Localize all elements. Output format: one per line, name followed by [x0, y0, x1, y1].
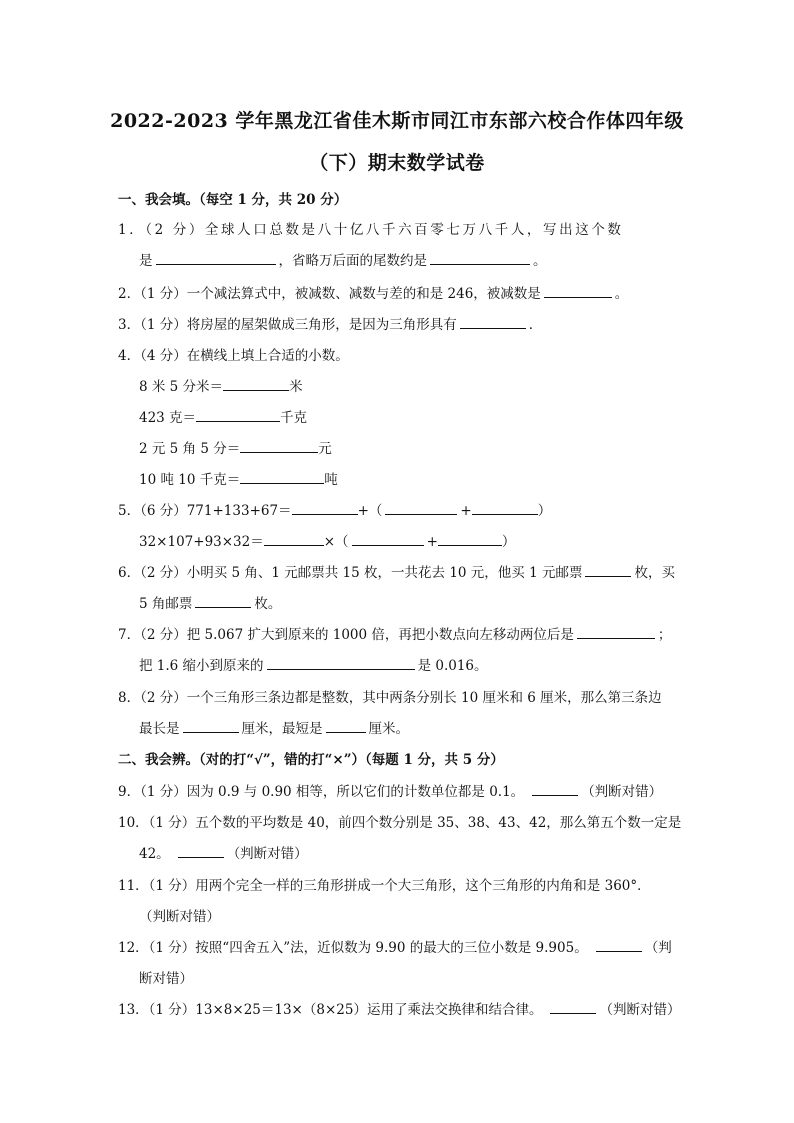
q9-text-a: 9．（1 分）因为 0.9 与 0.90 相等，所以它们的计数单位都是 0.1。 [118, 784, 525, 800]
q6-text-d: 枚。 [254, 596, 282, 612]
q4-r1-left: 8 米 5 分米＝ [139, 379, 224, 395]
answer-blank[interactable] [532, 783, 578, 796]
answer-blank[interactable] [430, 252, 530, 265]
question-1: 1．（2 分）全球人口总数是八十亿八千六百零七万八千人，写出这个数 [118, 222, 624, 238]
section-2-heading: 二、我会辨。（对的打“√”，错的打“×”）（每题 1 分，共 5 分） [118, 752, 504, 768]
question-11: 11．（1 分）用两个完全一样的三角形拼成一个大三角形，这个三角形的内角和是 360°． [118, 878, 651, 894]
answer-blank[interactable] [352, 533, 424, 546]
answer-blank[interactable] [156, 252, 276, 265]
question-12 [118, 936, 672, 956]
q6-text-b: 枚，买 [634, 565, 675, 581]
question-3 [118, 313, 542, 333]
q4-r3-left: 2 元 5 角 5 分＝ [139, 441, 241, 457]
answer-blank[interactable] [240, 440, 318, 453]
q12-text-a: 12．（1 分）按照“四舍五入”法，近似数为 9.90 的最大的三位小数是 9.905。 [118, 940, 588, 956]
q7-row-2 [139, 654, 488, 674]
q4-r3-right: 元 [318, 441, 332, 457]
q7-text-b: ； [657, 627, 672, 643]
q12-text-b: （判 [644, 940, 672, 956]
answer-blank[interactable] [183, 720, 239, 733]
q2-text-b: 。 [614, 286, 629, 302]
question-9 [118, 780, 662, 800]
q10-row-2 [139, 842, 308, 862]
q4-r4-right: 吨 [324, 472, 338, 488]
answer-blank[interactable] [577, 626, 655, 639]
q4-row-3 [139, 437, 332, 457]
q4-r1-right: 米 [289, 379, 303, 395]
q1-text-c: ，省略万后面的尾数约是 [278, 253, 427, 269]
q10-text-b: 42。 [139, 846, 170, 862]
q6-text-a: 6．（2 分）小明买 5 角、1 元邮票共 15 枚，一共花去 10 元，他买 1 元邮票 [118, 565, 583, 581]
q2-text-a: 2．（1 分）一个减法算式中，被减数、减数与差的和是 246，被减数是 [118, 286, 541, 302]
q5-text-d: ） [537, 503, 552, 519]
q5-text-g: + [426, 534, 438, 550]
q4-r2-right: 千克 [280, 410, 308, 426]
q4-row-4 [139, 468, 338, 488]
answer-blank[interactable] [438, 533, 502, 546]
question-2 [118, 282, 628, 302]
doc-title-line2: （下）期末数学试卷 [309, 152, 485, 174]
q3-text-b: ． [528, 317, 543, 333]
answer-blank[interactable] [472, 502, 538, 515]
q8-row-2 [139, 717, 409, 737]
question-1-cont [139, 249, 547, 269]
q6-text-c: 5 角邮票 [139, 596, 193, 612]
q5-row-2 [139, 530, 515, 550]
q4-row-1 [139, 375, 303, 395]
section-1-heading: 一、我会填。（每空 1 分，共 20 分） [118, 192, 348, 208]
q5-text-c: + [460, 503, 472, 519]
question-4: 4．（4 分）在横线上填上合适的小数。 [118, 348, 349, 364]
question-10: 10．（1 分）五个数的平均数是 40，前四个数分别是 35、38、43、42，那么第五个数一定是 [118, 815, 682, 831]
q5-text-a: 5．（6 分）771+133+67＝ [118, 503, 292, 519]
q12-row-2: 断对错） [139, 971, 193, 987]
answer-blank[interactable] [550, 1001, 596, 1014]
answer-blank[interactable] [544, 285, 612, 298]
answer-blank[interactable] [223, 378, 289, 391]
q1-text-b: 是 [139, 253, 153, 269]
q10-text-c: （判断对错） [226, 846, 308, 862]
question-5 [118, 499, 551, 519]
q4-r2-left: 423 克＝ [139, 410, 197, 426]
q8-text-b: 最长是 [139, 721, 180, 737]
q1-text-d: 。 [533, 253, 547, 269]
doc-title-line1: 2022-2023 学年黑龙江省佳木斯市同江市东部六校合作体四年级 [110, 110, 684, 132]
q4-r4-left: 10 吨 10 千克＝ [139, 472, 241, 488]
q3-text-a: 3．（1 分）将房屋的屋架做成三角形，是因为三角形具有 [118, 317, 457, 333]
answer-blank[interactable] [196, 409, 280, 422]
question-7 [118, 623, 671, 643]
answer-blank[interactable] [596, 939, 642, 952]
answer-blank[interactable] [267, 657, 415, 670]
answer-blank[interactable] [585, 564, 631, 577]
q11-row-2: （判断对错） [139, 909, 220, 925]
q5-text-e: 32×107+93×32＝ [139, 534, 264, 550]
q6-row-2 [139, 592, 281, 612]
answer-blank[interactable] [385, 502, 457, 515]
answer-blank[interactable] [264, 533, 324, 546]
q4-row-2 [139, 406, 307, 426]
answer-blank[interactable] [292, 502, 358, 515]
q13-text-b: （判断对错） [599, 1002, 681, 1018]
q5-text-f: ×（ [323, 534, 349, 550]
answer-blank[interactable] [195, 595, 251, 608]
question-13 [118, 998, 680, 1018]
q7-text-d: 是 0.016。 [417, 658, 488, 674]
q7-text-a: 7．（2 分）把 5.067 扩大到原来的 1000 倍，再把小数点向左移动两位后是 [118, 627, 574, 643]
q5-text-h: ） [501, 534, 516, 550]
answer-blank[interactable] [460, 316, 526, 329]
q8-text-c: 厘米，最短是 [241, 721, 323, 737]
q5-text-b: +（ [357, 503, 383, 519]
answer-blank[interactable] [178, 845, 224, 858]
question-8: 8．（2 分）一个三角形三条边都是整数，其中两条分别长 10 厘米和 6 厘米，那么第三条边 [118, 690, 662, 706]
answer-blank[interactable] [326, 720, 366, 733]
question-6 [118, 561, 675, 581]
q7-text-c: 把 1.6 缩小到原来的 [139, 658, 264, 674]
q13-text-a: 13．（1 分）13×8×25＝13×（8×25）运用了乘法交换律和结合律。 [118, 1002, 543, 1018]
q9-text-b: （判断对错） [581, 784, 663, 800]
q8-text-d: 厘米。 [368, 721, 409, 737]
answer-blank[interactable] [240, 471, 324, 484]
